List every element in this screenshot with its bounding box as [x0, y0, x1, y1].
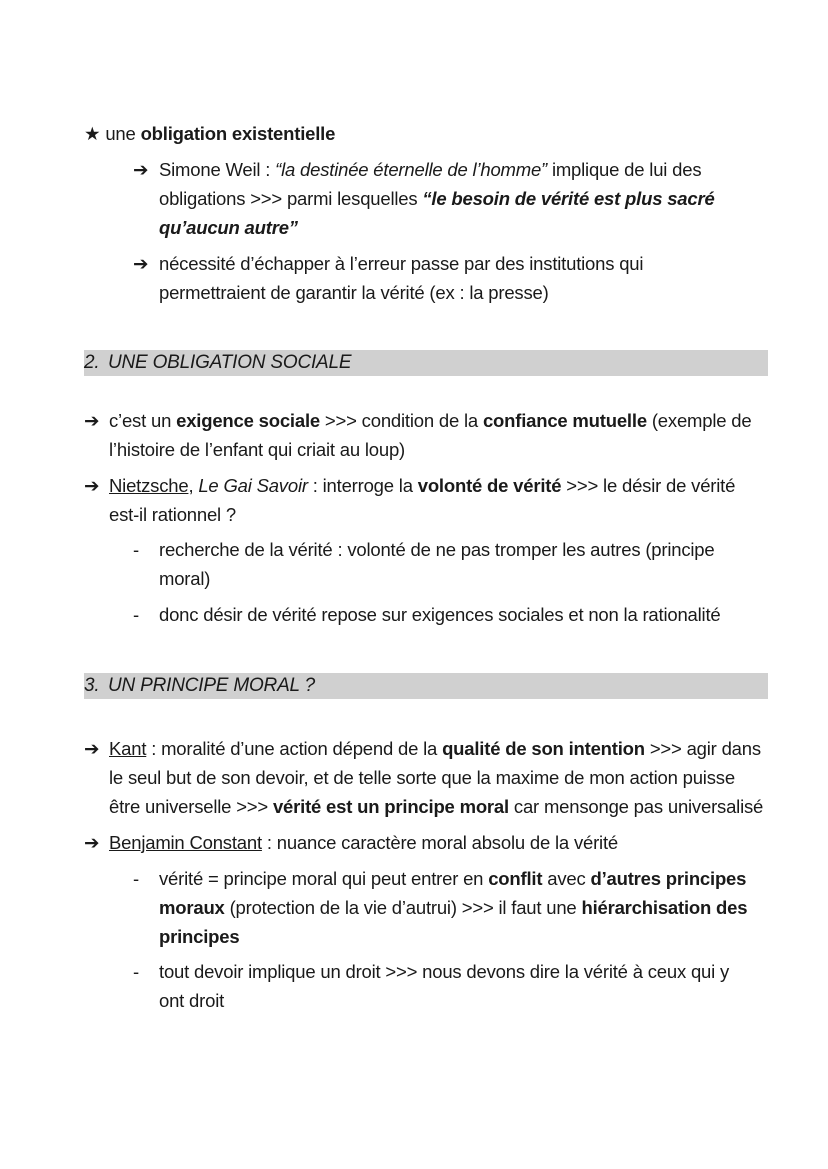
- arrow-icon: ➔: [84, 475, 100, 496]
- list-item: - recherche de la vérité : volonté de ne pas tromper les autres (principe moral): [133, 535, 773, 593]
- arrow-icon: ➔: [84, 410, 100, 431]
- section-3-heading: [84, 673, 768, 699]
- kant-item: ➔ Kant : moralité d’une action dépend de la qualité de son intention >>> agir dans le seul but de son devoir, et de telle sorte que la maxime de mon action puisse être universelle >>> vérité est un principe moral car mensonge pas universalisé: [84, 734, 784, 821]
- arrow-icon: ➔: [84, 832, 100, 853]
- section-number: 2.: [84, 352, 100, 373]
- nietzsche-item: ➔ Nietzsche, Le Gai Savoir : interroge la volonté de vérité >>> le désir de vérité est-il rationnel ?: [84, 471, 784, 529]
- list-item: - tout devoir implique un droit >>> nous devons dire la vérité à ceux qui y ont droit: [133, 957, 773, 1015]
- arrow-icon: ➔: [133, 159, 149, 180]
- section-number: 3.: [84, 675, 100, 696]
- arrow-icon: ➔: [133, 253, 149, 274]
- institutions-item: ➔ nécessité d’échapper à l’erreur passe par des institutions qui permettraient de garantir la vérité (ex : la presse): [133, 249, 753, 307]
- constant-item: ➔ Benjamin Constant : nuance caractère moral absolu de la vérité: [84, 828, 784, 857]
- arrow-icon: ➔: [84, 738, 100, 759]
- list-item: - vérité = principe moral qui peut entrer en conflit avec d’autres principes moraux (protection de la vie d’autrui) >>> il faut une hiérarchisation des principes: [133, 864, 773, 951]
- existential-obligation-bullet: ★ une obligation existentielle: [84, 123, 336, 144]
- dash-marker: -: [133, 539, 139, 560]
- dash-marker: -: [133, 604, 139, 625]
- list-item: - donc désir de vérité repose sur exigences sociales et non la rationalité: [133, 600, 773, 629]
- simone-weil-item: ➔ Simone Weil : “la destinée éternelle de l’homme” implique de lui des obligations >>> parmi lesquelles “le besoin de vérité est plus sacré qu’aucun autre”: [133, 155, 753, 242]
- section-2-heading: [84, 350, 768, 376]
- section-title: UN PRINCIPE MORAL ?: [108, 675, 316, 696]
- bold-term: obligation existentielle: [140, 123, 336, 144]
- dash-marker: -: [133, 868, 139, 889]
- section-title: UNE OBLIGATION SOCIALE: [108, 352, 352, 373]
- star-icon: ★: [84, 123, 101, 144]
- social-exigence-item: ➔ c’est un exigence sociale >>> condition de la confiance mutuelle (exemple de l’histoire de l’enfant qui criait au loup): [84, 406, 784, 464]
- dash-marker: -: [133, 961, 139, 982]
